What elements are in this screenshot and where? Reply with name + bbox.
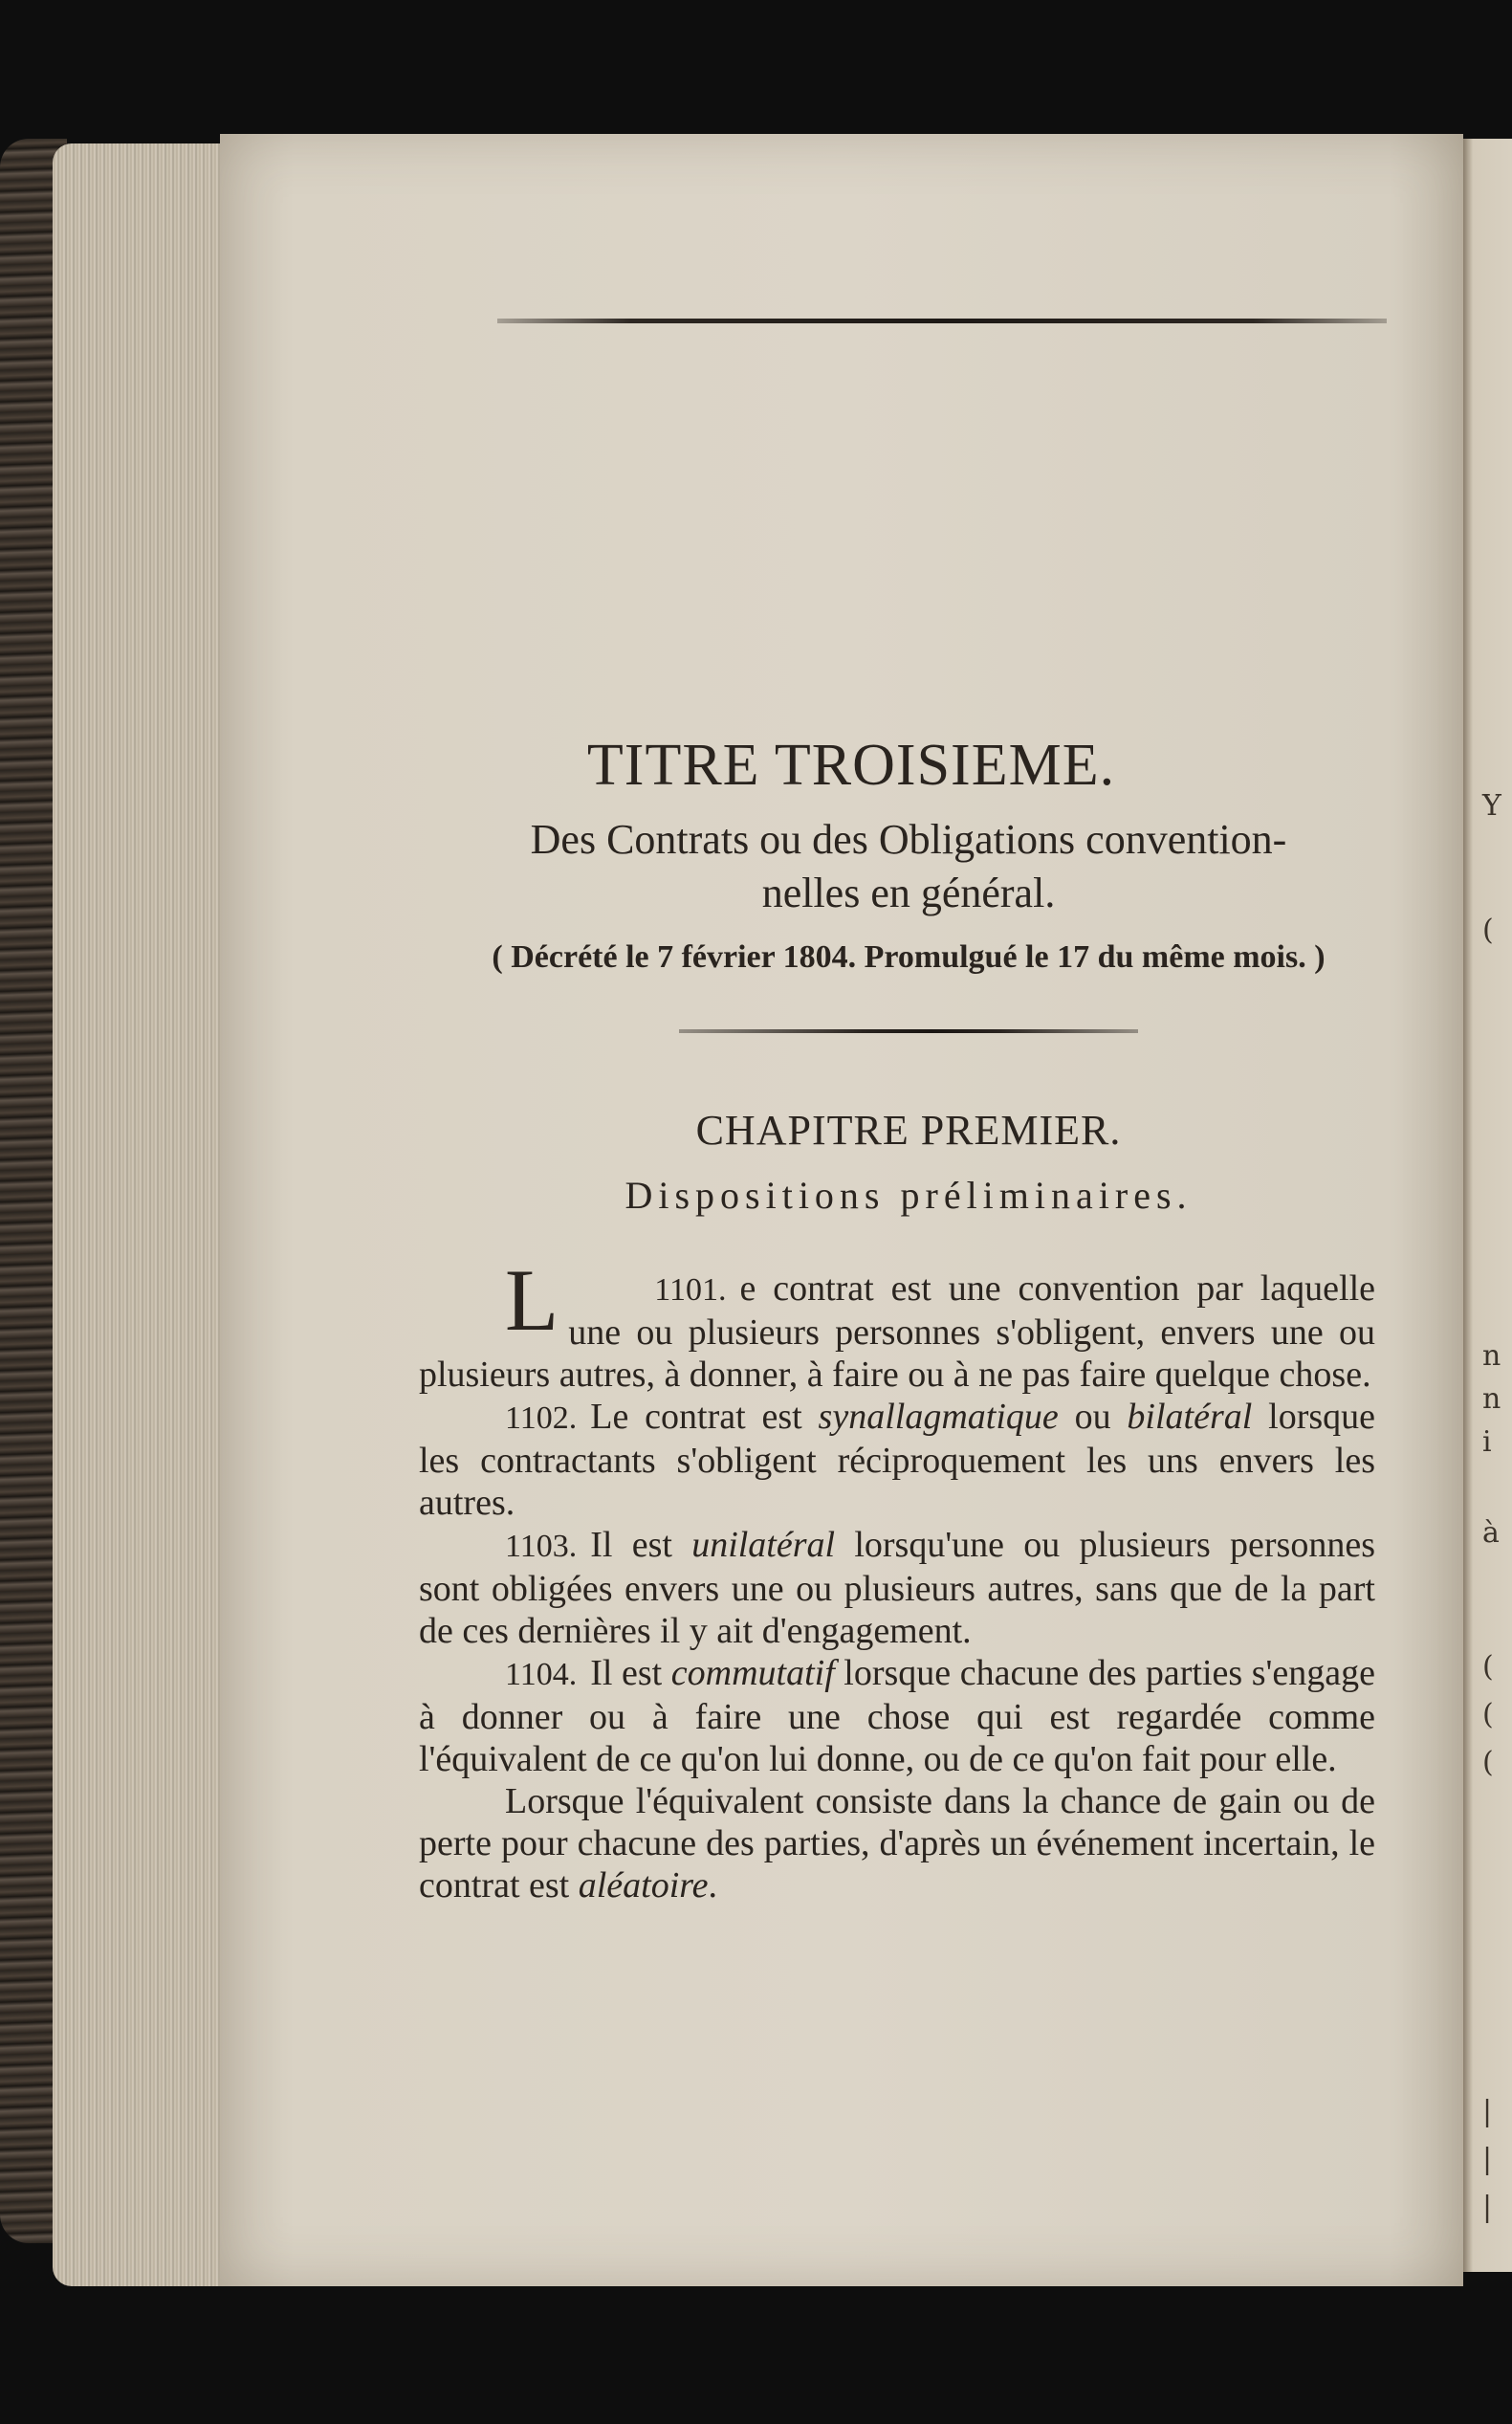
article-text: e contrat est une convention par laquelle une ou plusieurs personnes s'obligent, envers une ou plusieurs autres, à donner, à faire ou à ne pas faire quelque chose. xyxy=(419,1268,1375,1395)
article-number: 1103. xyxy=(505,1529,578,1564)
article-text: Lorsque l'équivalent consiste dans la chance de gain ou de perte pour chacune des parties, d'après un événement incertain, le contrat est xyxy=(419,1781,1375,1906)
article-term: aléatoire xyxy=(578,1865,709,1906)
article-text: Il est xyxy=(590,1653,671,1693)
article-1104 xyxy=(419,1652,1375,1780)
article-term: unilatéral xyxy=(691,1525,836,1565)
facing-page-fragment: à xyxy=(1482,1516,1500,1550)
facing-page-fragment: i xyxy=(1482,1425,1492,1459)
drop-cap: L xyxy=(505,1251,559,1349)
subtitle-line-1: Des Contrats ou des Obligations convention- xyxy=(530,816,1287,863)
section-rule xyxy=(679,1029,1138,1033)
article-term: bilatéral xyxy=(1127,1397,1253,1437)
facing-page-fragment: ( xyxy=(1482,1746,1494,1779)
chapter-subtitle: Dispositions préliminaires. xyxy=(625,1174,1193,1217)
article-number: 1101. xyxy=(654,1272,727,1308)
subtitle-line-2: nelles en général. xyxy=(761,870,1056,916)
article-1104-continued xyxy=(419,1780,1375,1906)
article-1101 xyxy=(419,1251,1375,1396)
article-term: synallagmatique xyxy=(818,1397,1059,1437)
article-number: 1104. xyxy=(505,1657,578,1692)
title-subtitle xyxy=(421,813,1396,920)
article-term: commutatif xyxy=(670,1653,835,1693)
article-text: lorsque les contractants s'obligent réciproquement les uns envers les autres. xyxy=(419,1397,1376,1523)
article-text: lorsqu'une ou plusieurs personnes sont obligées envers une ou plusieurs autres, sans que de la part de ces dernières il y ait d'engagement. xyxy=(419,1525,1375,1651)
facing-page-fragment: n xyxy=(1482,1339,1501,1373)
facing-page-fragment: ( xyxy=(1482,914,1494,947)
facing-page-fragment: n xyxy=(1482,1382,1501,1416)
article-text: . xyxy=(708,1865,718,1906)
facing-page-fragment: ( xyxy=(1482,1650,1494,1684)
article-1102 xyxy=(419,1396,1375,1524)
facing-page-fragment: ( xyxy=(1482,1698,1494,1731)
facing-page-fragment: Y xyxy=(1482,789,1501,823)
article-body xyxy=(419,1251,1376,1906)
title-heading: TITRE TROISIEME. xyxy=(586,733,1116,798)
facing-page-fragment: | xyxy=(1482,2191,1493,2224)
facing-page-fragment: | xyxy=(1482,2095,1493,2128)
article-text: Le contrat est xyxy=(590,1397,819,1437)
article-text: ou xyxy=(1058,1397,1128,1437)
facing-page-fragment: | xyxy=(1482,2143,1493,2176)
chapter-title: CHAPITRE PREMIER. xyxy=(695,1107,1122,1154)
facing-page-strip xyxy=(1463,139,1512,2272)
top-rule xyxy=(497,319,1387,323)
article-text: lorsque chacune des parties s'engage à donner ou à faire une chose qui est regardée comme l'équivalent de ce qu'on lui donne, ou de ce qu'on fait pour elle. xyxy=(419,1653,1375,1779)
article-text: Il est xyxy=(590,1525,692,1565)
article-1103 xyxy=(419,1524,1375,1652)
article-number: 1102. xyxy=(505,1400,578,1436)
decree-note: ( Décrété le 7 février 1804. Promulgué le 17 du même mois. ) xyxy=(492,939,1326,975)
